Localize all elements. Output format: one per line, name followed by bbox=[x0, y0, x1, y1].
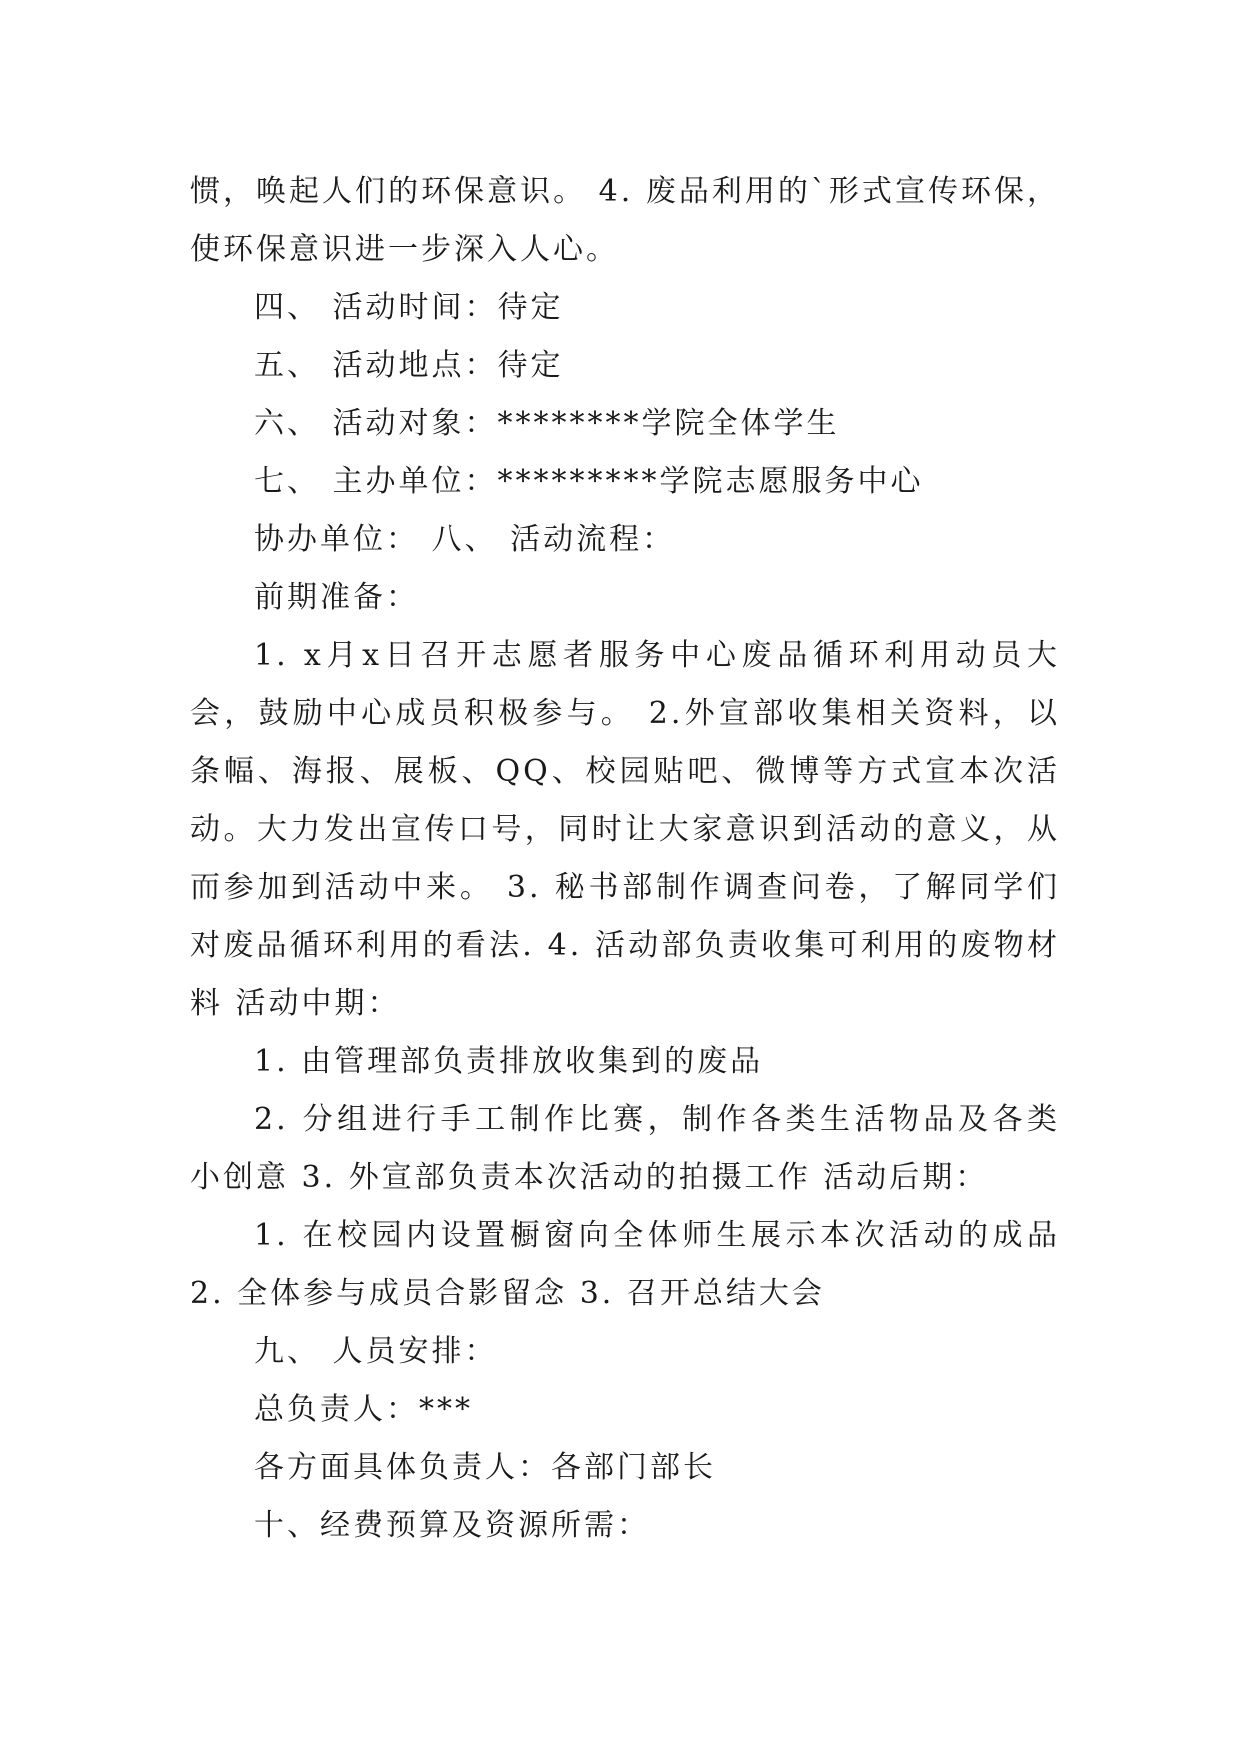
document-body bbox=[190, 163, 1060, 1555]
paragraph: 总负责人：*** bbox=[254, 1392, 473, 1427]
paragraph: 九、 人员安排： bbox=[254, 1334, 498, 1369]
paragraph: 四、 活动时间：待定 bbox=[254, 290, 564, 325]
paragraph: 前期准备： bbox=[254, 580, 419, 615]
paragraph: 协办单位： 八、 活动流程： bbox=[254, 522, 676, 557]
paragraph: 1. 在校园内设置橱窗向全体师生展示本次活动的成品 2. 全体参与成员合影留念 3. 召开总结大会 bbox=[190, 1218, 1060, 1311]
paragraph: 1. 由管理部负责排放收集到的废品 bbox=[254, 1044, 764, 1079]
paragraph: 六、 活动对象：********学院全体学生 bbox=[254, 406, 840, 441]
paragraph: 各方面具体负责人：各部门部长 bbox=[254, 1450, 716, 1485]
paragraph: 七、 主办单位：*********学院志愿服务中心 bbox=[254, 464, 924, 499]
paragraph: 十、经费预算及资源所需： bbox=[254, 1508, 650, 1543]
paragraph: 2. 分组进行手工制作比赛，制作各类生活物品及各类小创意 3. 外宣部负责本次活动的拍摄工作 活动后期： bbox=[190, 1102, 1060, 1195]
paragraph: 惯，唤起人们的环保意识。 4. 废品利用的`形式宣传环保，使环保意识进一步深入人心。 bbox=[190, 174, 1060, 267]
paragraph: 1. x月x日召开志愿者服务中心废品循环利用动员大会，鼓励中心成员积极参与。 2.外宣部收集相关资料，以条幅、海报、展板、QQ、校园贴吧、微博等方式宣本次活动。大力发出宣传口号，同时让大家意识到活动的意义，从而参加到活动中来。 3. 秘书部制作调查问卷，了解同学们对废品循环利用的看法. 4. 活动部负责收集可利用的废物材料 活动中期： bbox=[190, 638, 1060, 1021]
paragraph: 五、 活动地点：待定 bbox=[254, 348, 564, 383]
